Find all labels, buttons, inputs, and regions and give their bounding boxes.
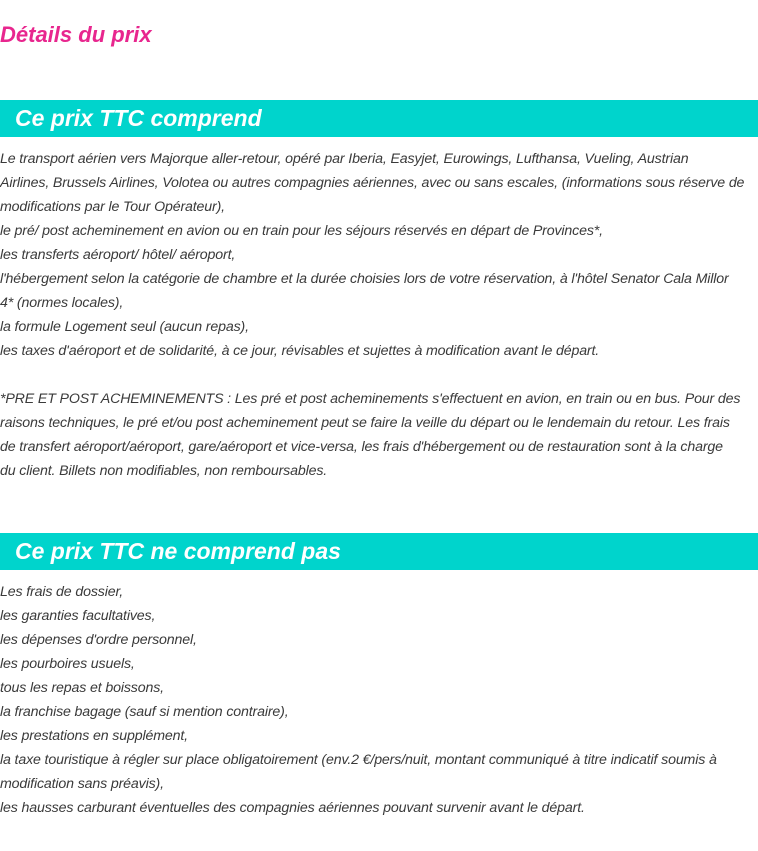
excludes-line: les prestations en supplément, bbox=[0, 728, 188, 744]
excludes-line: la taxe touristique à régler sur place obligatoirement (env.2 €/pers/nuit, montant communiqué à titre indicatif soumis à bbox=[0, 752, 717, 768]
excludes-line: la franchise bagage (sauf si mention contraire), bbox=[0, 704, 289, 720]
includes-line: Le transport aérien vers Majorque aller-retour, opéré par Iberia, Easyjet, Eurowings, Lufthansa, Vueling, Austrian bbox=[0, 151, 689, 167]
includes-line: les transferts aéroport/ hôtel/ aéroport, bbox=[0, 247, 236, 263]
excludes-line: les dépenses d'ordre personnel, bbox=[0, 632, 197, 648]
includes-heading-band bbox=[0, 100, 758, 137]
includes-line: les taxes d'aéroport et de solidarité, à ce jour, révisables et sujettes à modification avant le départ. bbox=[0, 343, 600, 359]
excludes-line: les garanties facultatives, bbox=[0, 608, 156, 624]
includes-line: Airlines, Brussels Airlines, Volotea ou autres compagnies aériennes, avec ou sans escales, (informations sous réserve de bbox=[0, 175, 745, 191]
includes-line: la formule Logement seul (aucun repas), bbox=[0, 319, 249, 335]
footnote-line: *PRE ET POST ACHEMINEMENTS : Les pré et post acheminements s'effectuent en avion, en train ou en bus. Pour des bbox=[0, 391, 741, 407]
excludes-line: Les frais de dossier, bbox=[0, 584, 124, 600]
includes-line: l'hébergement selon la catégorie de chambre et la durée choisies lors de votre réservation, à l'hôtel Senator Cala Millor bbox=[0, 271, 729, 287]
footnote-line: raisons techniques, le pré et/ou post acheminement peut se faire la veille du départ ou le lendemain du retour. Les frais bbox=[0, 415, 730, 431]
excludes-line: tous les repas et boissons, bbox=[0, 680, 164, 696]
includes-list bbox=[0, 147, 752, 363]
footnote-line: du client. Billets non modifiables, non remboursables. bbox=[0, 463, 328, 479]
excludes-line: les hausses carburant éventuelles des compagnies aériennes pouvant survenir avant le départ. bbox=[0, 800, 585, 816]
footnote-line: de transfert aéroport/aéroport, gare/aéroport et vice-versa, les frais d'hébergement ou de restauration sont à la charge bbox=[0, 439, 723, 455]
excludes-list bbox=[0, 580, 752, 820]
excludes-heading: Ce prix TTC ne comprend pas bbox=[15, 538, 341, 564]
page-title: Détails du prix bbox=[0, 22, 152, 47]
includes-line: le pré/ post acheminement en avion ou en train pour les séjours réservés en départ de Provinces*, bbox=[0, 223, 603, 239]
excludes-heading-band bbox=[0, 533, 758, 570]
transfer-footnote bbox=[0, 387, 752, 483]
includes-line: 4* (normes locales), bbox=[0, 295, 124, 311]
includes-line: modifications par le Tour Opérateur), bbox=[0, 199, 225, 215]
excludes-line: les pourboires usuels, bbox=[0, 656, 135, 672]
includes-heading: Ce prix TTC comprend bbox=[15, 105, 262, 131]
excludes-line: modification sans préavis), bbox=[0, 776, 164, 792]
